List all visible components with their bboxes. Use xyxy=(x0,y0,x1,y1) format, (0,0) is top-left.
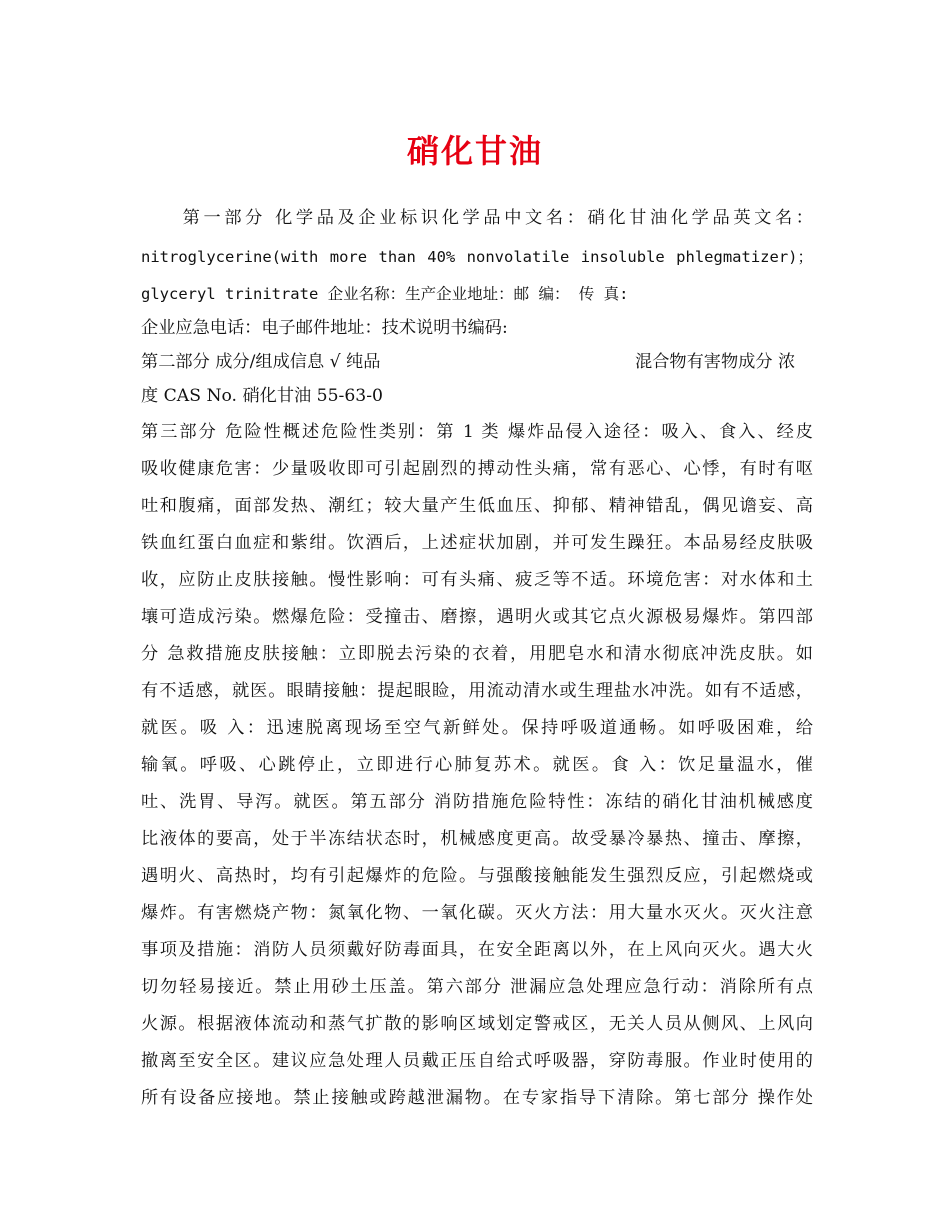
body-line-7: 第三部分 危险性概述危险性类别：第 1 类 爆炸品侵入途径：吸入、食入、经皮 xyxy=(141,422,813,442)
body-line-18: 比液体的要高，处于半冻结状态时，机械感度更高。故受暴冷暴热、撞击、摩擦， xyxy=(141,829,813,849)
body-line-9: 吐和腹痛，面部发热、潮红；较大量产生低血压、抑郁、精神错乱，偶见谵妄、高 xyxy=(141,496,813,516)
body-line-3-text: glyceryl trinitrate 企业名称：生产企业地址：邮 编： 传 真: xyxy=(141,285,629,303)
document-title: 硝化甘油 xyxy=(406,132,543,170)
body-line-14: 有不适感，就医。眼睛接触：提起眼睑，用流动清水或生理盐水冲洗。如有不适感， xyxy=(141,681,813,701)
body-line-19: 遇明火、高热时，均有引起爆炸的危险。与强酸接触能发生强烈反应，引起燃烧或 xyxy=(141,866,813,886)
body-line-6: 度 CAS No. 硝化甘油 55-63-0 xyxy=(141,386,383,406)
body-line-13: 分 急救措施皮肤接触：立即脱去污染的衣着，用肥皂水和清水彻底冲洗皮肤。如 xyxy=(141,644,813,664)
body-line-21: 事项及措施：消防人员须戴好防毒面具，在安全距离以外，在上风向灭火。遇大火 xyxy=(141,940,813,960)
body-line-1: 第一部分 化学品及企业标识化学品中文名：硝化甘油化学品英文名： xyxy=(141,208,813,228)
body-line-5-right: 混合物有害物成分 浓 xyxy=(635,352,796,372)
body-line-17: 吐、洗胃、导泻。就医。第五部分 消防措施危险特性：冻结的硝化甘油机械感度 xyxy=(141,792,813,812)
body-line-20: 爆炸。有害燃烧产物：氮氧化物、一氧化碳。灭火方法：用大量水灭火。灭火注意 xyxy=(141,903,813,923)
body-line-2: nitroglycerine(with more than 40% nonvolatile insoluble phlegmatizer)； xyxy=(141,248,813,266)
body-line-10: 铁血红蛋白血症和紫绀。饮酒后，上述症状加剧，并可发生躁狂。本品易经皮肤吸 xyxy=(141,533,813,553)
body-line-23: 火源。根据液体流动和蒸气扩散的影响区域划定警戒区，无关人员从侧风、上风向 xyxy=(141,1014,813,1034)
body-line-4: 企业应急电话：电子邮件地址：技术说明书编码: xyxy=(141,318,508,338)
body-line-25: 所有设备应接地。禁止接触或跨越泄漏物。在专家指导下清除。第七部分 操作处 xyxy=(141,1088,813,1108)
body-line-15: 就医。吸 入：迅速脱离现场至空气新鲜处。保持呼吸道通畅。如呼吸困难，给 xyxy=(141,718,813,738)
body-line-3 xyxy=(141,284,813,304)
body-line-12: 壤可造成污染。燃爆危险：受撞击、磨擦，遇明火或其它点火源极易爆炸。第四部 xyxy=(141,607,813,627)
body-line-16: 输氧。呼吸、心跳停止，立即进行心肺复苏术。就医。食 入：饮足量温水，催 xyxy=(141,755,813,775)
body-line-24: 撤离至安全区。建议应急处理人员戴正压自给式呼吸器，穿防毒服。作业时使用的 xyxy=(141,1051,813,1071)
body-line-11: 收，应防止皮肤接触。慢性影响：可有头痛、疲乏等不适。环境危害：对水体和土 xyxy=(141,570,813,590)
body-line-22: 切勿轻易接近。禁止用砂土压盖。第六部分 泄漏应急处理应急行动：消除所有点 xyxy=(141,977,813,997)
body-line-5 xyxy=(141,352,813,372)
body-line-8: 吸收健康危害：少量吸收即可引起剧烈的搏动性头痛，常有恶心、心悸，有时有呕 xyxy=(141,459,813,479)
body-line-5-left: 第二部分 成分/组成信息 √ 纯品 xyxy=(141,352,381,372)
